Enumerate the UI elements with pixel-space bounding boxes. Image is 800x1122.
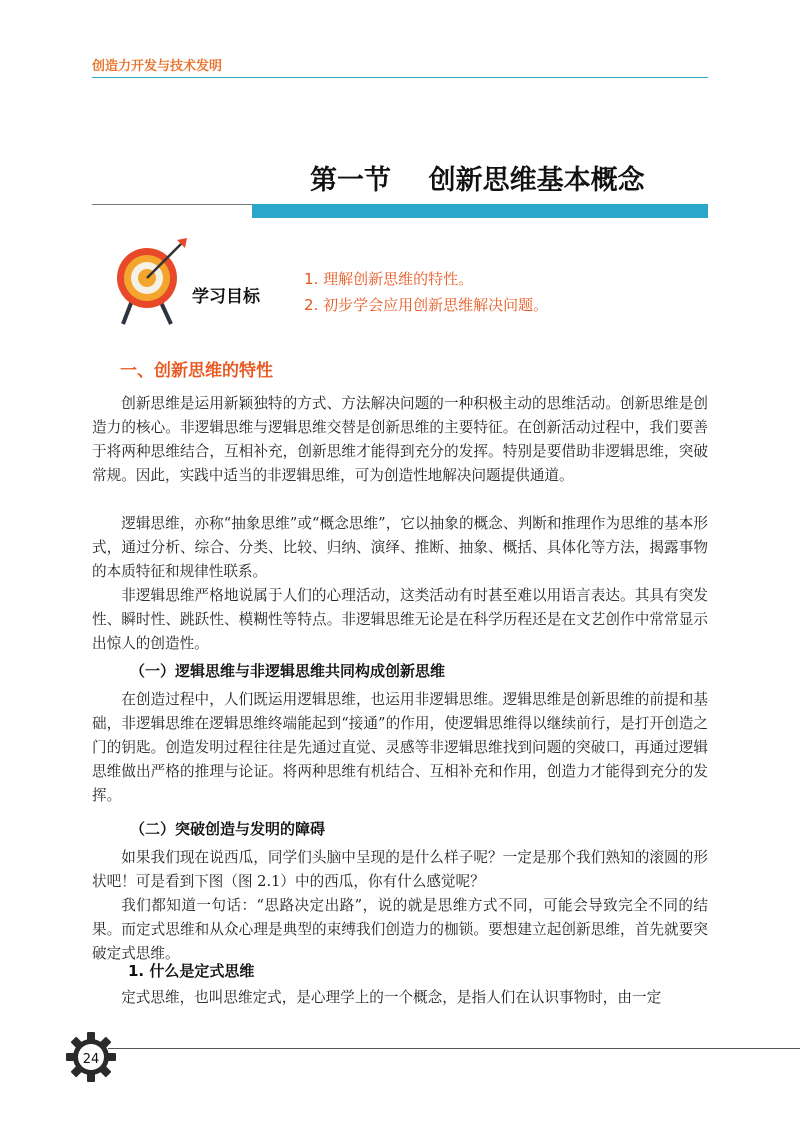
- paragraph: 在创造过程中，人们既运用逻辑思维，也运用非逻辑思维。逻辑思维是创新思维的前提和基础，非逻辑思维在逻辑思维终端能起到“接通”的作用，使逻辑思维得以继续前行，是打开创造之门的钥匙。创造发明过程往往是先通过直觉、灵感等非逻辑思维找到问题的突破口，再通过逻辑思维做出严格的推理与论证。将两种思维有机结合、互相补充和作用，创造力才能得到充分的发挥。: [92, 691, 708, 804]
- objectives-list: [304, 266, 548, 318]
- footer-rule: [108, 1048, 800, 1049]
- title-underline-thin: [92, 204, 252, 205]
- paragraph: 非逻辑思维严格地说属于人们的心理活动，这类活动有时甚至难以用语言表达。其具有突发性、瞬时性、跳跃性、模糊性等特点。非逻辑思维无论是在科学历程还是在文艺创作中常常显示出惊人的创造性。: [92, 587, 708, 652]
- paragraph: 定式思维，也叫思维定式，是心理学上的一个概念，是指人们在认识事物时，由一定: [121, 989, 662, 1006]
- objectives-label: 学习目标: [192, 287, 260, 307]
- objective-item: 1. 理解创新思维的特性。: [304, 270, 474, 288]
- page-number: 24: [82, 1052, 100, 1067]
- target-icon: [115, 236, 191, 326]
- heading-innovative-thinking-traits: 一、创新思维的特性: [120, 361, 273, 381]
- objective-item: 2. 初步学会应用创新思维解决问题。: [304, 296, 549, 314]
- section-title: 第一节 创新思维基本概念: [310, 165, 645, 196]
- running-title: 创造力开发与技术发明: [92, 59, 223, 74]
- paragraph: 逻辑思维，亦称“抽象思维”或“概念思维”，它以抽象的概念、判断和推理作为思维的基本形式，通过分析、综合、分类、比较、归纳、演绎、推断、抽象、概括、具体化等方法，揭露事物的本质特征和规律性联系。: [92, 515, 708, 580]
- paragraph: 如果我们现在说西瓜，同学们头脑中呈现的是什么样子呢？一定是那个我们熟知的滚圆的形状吧！可是看到下图（图 2.1）中的西瓜，你有什么感觉呢？: [92, 849, 708, 890]
- subheading-logic-nonlogic: （一）逻辑思维与非逻辑思维共同构成创新思维: [130, 662, 446, 680]
- header-rule: [92, 77, 708, 78]
- paragraph: 我们都知道一句话：“思路决定出路”，说的就是思维方式不同，可能会导致完全不同的结果。而定式思维和从众心理是典型的束缚我们创造力的枷锁。要想建立起创新思维，首先就要突破定式思维。: [92, 897, 708, 962]
- subheading-breaking-barriers: （二）突破创造与发明的障碍: [130, 820, 326, 838]
- title-underline-bar: [252, 204, 708, 218]
- subheading-fixed-thinking: 1. 什么是定式思维: [128, 962, 255, 980]
- paragraph: 创新思维是运用新颖独特的方式、方法解决问题的一种积极主动的思维活动。创新思维是创造力的核心。非逻辑思维与逻辑思维交替是创新思维的主要特征。在创新活动过程中，我们要善于将两种思维结合，互相补充，创新思维才能得到充分的发挥。特别是要借助非逻辑思维，突破常规。因此，实践中适当的非逻辑思维，可为创造性地解决问题提供通道。: [92, 395, 708, 484]
